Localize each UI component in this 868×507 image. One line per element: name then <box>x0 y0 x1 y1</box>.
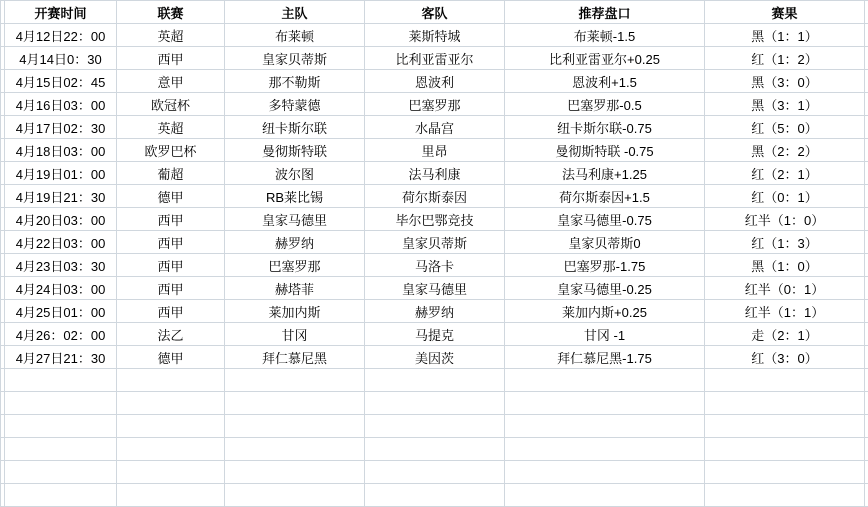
row-end-gutter <box>865 185 868 208</box>
cell-recommended-handicap[interactable]: 曼彻斯特联 -0.75 <box>505 139 705 162</box>
cell-empty[interactable] <box>5 392 117 415</box>
row-end-gutter <box>865 392 868 415</box>
cell-empty[interactable] <box>5 415 117 438</box>
row-end-gutter <box>865 1 868 24</box>
cell-empty[interactable] <box>505 392 705 415</box>
cell-league[interactable]: 欧冠杯 <box>117 93 225 116</box>
cell-kickoff-time[interactable]: 4月26：02：00 <box>5 323 117 346</box>
cell-home-team[interactable]: 赫罗纳 <box>225 231 365 254</box>
cell-away-team[interactable]: 马洛卡 <box>365 254 505 277</box>
cell-league[interactable]: 西甲 <box>117 277 225 300</box>
cell-kickoff-time[interactable]: 4月25日01：00 <box>5 300 117 323</box>
cell-league[interactable]: 德甲 <box>117 185 225 208</box>
cell-home-team[interactable]: 纽卡斯尔联 <box>225 116 365 139</box>
row-end-gutter <box>865 139 868 162</box>
cell-result[interactable]: 红半（1：0） <box>705 208 865 231</box>
row-end-gutter <box>865 231 868 254</box>
cell-kickoff-time[interactable]: 4月27日21：30 <box>5 346 117 369</box>
row-end-gutter <box>865 93 868 116</box>
cell-away-team[interactable]: 马提克 <box>365 323 505 346</box>
row-end-gutter <box>865 116 868 139</box>
cell-empty[interactable] <box>5 461 117 484</box>
cell-empty[interactable] <box>5 438 117 461</box>
cell-result[interactable]: 红（3：0） <box>705 346 865 369</box>
cell-away-team[interactable]: 比利亚雷亚尔 <box>365 47 505 70</box>
cell-empty[interactable] <box>225 484 365 507</box>
cell-away-team[interactable]: 皇家贝蒂斯 <box>365 231 505 254</box>
cell-recommended-handicap[interactable]: 恩波利+1.5 <box>505 70 705 93</box>
table-row-empty <box>1 484 868 507</box>
row-end-gutter <box>865 415 868 438</box>
row-end-gutter <box>865 461 868 484</box>
row-end-gutter <box>865 24 868 47</box>
cell-result[interactable]: 黑（2：2） <box>705 139 865 162</box>
cell-empty[interactable] <box>5 369 117 392</box>
cell-home-team[interactable]: 曼彻斯特联 <box>225 139 365 162</box>
cell-away-team[interactable]: 法马利康 <box>365 162 505 185</box>
cell-empty[interactable] <box>505 438 705 461</box>
column-header-league[interactable]: 联赛 <box>117 1 225 24</box>
cell-recommended-handicap[interactable]: 巴塞罗那-1.75 <box>505 254 705 277</box>
cell-away-team[interactable]: 荷尔斯泰因 <box>365 185 505 208</box>
cell-result[interactable]: 红（1：3） <box>705 231 865 254</box>
cell-away-team[interactable]: 莱斯特城 <box>365 24 505 47</box>
cell-empty[interactable] <box>705 369 865 392</box>
cell-recommended-handicap[interactable]: 皇家马德里-0.25 <box>505 277 705 300</box>
row-end-gutter <box>865 70 868 93</box>
column-header-home-team[interactable]: 主队 <box>225 1 365 24</box>
cell-league[interactable]: 意甲 <box>117 70 225 93</box>
cell-league[interactable]: 欧罗巴杯 <box>117 139 225 162</box>
row-end-gutter <box>865 438 868 461</box>
cell-kickoff-time[interactable]: 4月18日03：00 <box>5 139 117 162</box>
cell-result[interactable]: 红（0：1） <box>705 185 865 208</box>
cell-recommended-handicap[interactable]: 比利亚雷亚尔+0.25 <box>505 47 705 70</box>
table-row <box>1 24 868 47</box>
table-header-row <box>1 1 868 24</box>
row-end-gutter <box>865 300 868 323</box>
row-end-gutter <box>865 277 868 300</box>
cell-empty[interactable] <box>117 369 225 392</box>
cell-recommended-handicap[interactable]: 莱加内斯+0.25 <box>505 300 705 323</box>
column-header-recommended-handicap[interactable]: 推荐盘口 <box>505 1 705 24</box>
cell-recommended-handicap[interactable]: 法马利康+1.25 <box>505 162 705 185</box>
row-end-gutter <box>865 254 868 277</box>
cell-kickoff-time[interactable]: 4月22日03：00 <box>5 231 117 254</box>
cell-result[interactable]: 黑（1：0） <box>705 254 865 277</box>
cell-kickoff-time[interactable]: 4月19日01：00 <box>5 162 117 185</box>
cell-empty[interactable] <box>705 438 865 461</box>
cell-result[interactable]: 黑（3：0） <box>705 70 865 93</box>
cell-result[interactable]: 红（1：2） <box>705 47 865 70</box>
row-end-gutter <box>865 484 868 507</box>
cell-home-team[interactable]: 巴塞罗那 <box>225 254 365 277</box>
table-row <box>1 208 868 231</box>
cell-empty[interactable] <box>705 484 865 507</box>
cell-empty[interactable] <box>505 484 705 507</box>
table-row <box>1 47 868 70</box>
cell-empty[interactable] <box>117 415 225 438</box>
cell-kickoff-time[interactable]: 4月15日02：45 <box>5 70 117 93</box>
cell-empty[interactable] <box>505 369 705 392</box>
table-row-empty <box>1 392 868 415</box>
cell-home-team[interactable]: 皇家马德里 <box>225 208 365 231</box>
cell-away-team[interactable]: 美因茨 <box>365 346 505 369</box>
cell-kickoff-time[interactable]: 4月24日03：00 <box>5 277 117 300</box>
cell-recommended-handicap[interactable]: 荷尔斯泰因+1.5 <box>505 185 705 208</box>
table-row <box>1 254 868 277</box>
table-body <box>1 1 868 507</box>
table-row <box>1 346 868 369</box>
cell-empty[interactable] <box>365 415 505 438</box>
column-header-kickoff-time[interactable]: 开赛时间 <box>5 1 117 24</box>
cell-recommended-handicap[interactable]: 皇家马德里-0.75 <box>505 208 705 231</box>
cell-away-team[interactable]: 巴塞罗那 <box>365 93 505 116</box>
cell-result[interactable]: 红半（0：1） <box>705 277 865 300</box>
cell-result[interactable]: 黑（1：1） <box>705 24 865 47</box>
cell-away-team[interactable]: 里昂 <box>365 139 505 162</box>
cell-recommended-handicap[interactable]: 甘冈 -1 <box>505 323 705 346</box>
row-end-gutter <box>865 208 868 231</box>
cell-empty[interactable] <box>365 461 505 484</box>
cell-league[interactable]: 葡超 <box>117 162 225 185</box>
cell-league[interactable]: 西甲 <box>117 208 225 231</box>
cell-empty[interactable] <box>117 461 225 484</box>
cell-away-team[interactable]: 毕尔巴鄂竞技 <box>365 208 505 231</box>
cell-league[interactable]: 英超 <box>117 116 225 139</box>
cell-league[interactable]: 西甲 <box>117 300 225 323</box>
cell-kickoff-time[interactable]: 4月23日03：30 <box>5 254 117 277</box>
cell-recommended-handicap[interactable]: 皇家贝蒂斯0 <box>505 231 705 254</box>
cell-empty[interactable] <box>505 415 705 438</box>
table-row <box>1 323 868 346</box>
cell-result[interactable]: 红半（1：1） <box>705 300 865 323</box>
cell-kickoff-time[interactable]: 4月16日03：00 <box>5 93 117 116</box>
cell-empty[interactable] <box>117 438 225 461</box>
cell-empty[interactable] <box>705 392 865 415</box>
cell-home-team[interactable]: 布莱顿 <box>225 24 365 47</box>
row-end-gutter <box>865 369 868 392</box>
table-row <box>1 116 868 139</box>
cell-empty[interactable] <box>225 369 365 392</box>
cell-result[interactable]: 走（2：1） <box>705 323 865 346</box>
cell-empty[interactable] <box>5 484 117 507</box>
cell-empty[interactable] <box>365 392 505 415</box>
cell-away-team[interactable]: 皇家马德里 <box>365 277 505 300</box>
row-end-gutter <box>865 346 868 369</box>
table-row <box>1 300 868 323</box>
cell-kickoff-time[interactable]: 4月14日0：30 <box>5 47 117 70</box>
table-row-empty <box>1 438 868 461</box>
row-end-gutter <box>865 47 868 70</box>
cell-away-team[interactable]: 恩波利 <box>365 70 505 93</box>
table-row <box>1 277 868 300</box>
cell-result[interactable]: 红（2：1） <box>705 162 865 185</box>
cell-home-team[interactable]: 甘冈 <box>225 323 365 346</box>
table-row-empty <box>1 461 868 484</box>
cell-recommended-handicap[interactable]: 纽卡斯尔联-0.75 <box>505 116 705 139</box>
cell-kickoff-time[interactable]: 4月12日22：00 <box>5 24 117 47</box>
cell-empty[interactable] <box>365 369 505 392</box>
cell-home-team[interactable]: 莱加内斯 <box>225 300 365 323</box>
cell-empty[interactable] <box>225 461 365 484</box>
row-end-gutter <box>865 162 868 185</box>
table-row <box>1 93 868 116</box>
cell-recommended-handicap[interactable]: 巴塞罗那-0.5 <box>505 93 705 116</box>
cell-home-team[interactable]: 皇家贝蒂斯 <box>225 47 365 70</box>
cell-result[interactable]: 红（5：0） <box>705 116 865 139</box>
cell-league[interactable]: 法乙 <box>117 323 225 346</box>
column-header-result[interactable]: 赛果 <box>705 1 865 24</box>
cell-empty[interactable] <box>365 438 505 461</box>
cell-league[interactable]: 德甲 <box>117 346 225 369</box>
table-row <box>1 70 868 93</box>
cell-league[interactable]: 西甲 <box>117 47 225 70</box>
cell-league[interactable]: 英超 <box>117 24 225 47</box>
cell-result[interactable]: 黑（3：1） <box>705 93 865 116</box>
table-row <box>1 162 868 185</box>
cell-recommended-handicap[interactable]: 布莱顿-1.5 <box>505 24 705 47</box>
cell-home-team[interactable]: 波尔图 <box>225 162 365 185</box>
table-row-empty <box>1 415 868 438</box>
cell-empty[interactable] <box>705 415 865 438</box>
cell-away-team[interactable]: 水晶宫 <box>365 116 505 139</box>
cell-kickoff-time[interactable]: 4月19日21：30 <box>5 185 117 208</box>
cell-home-team[interactable]: 那不勒斯 <box>225 70 365 93</box>
column-header-away-team[interactable]: 客队 <box>365 1 505 24</box>
cell-kickoff-time[interactable]: 4月20日03：00 <box>5 208 117 231</box>
cell-empty[interactable] <box>365 484 505 507</box>
table-row <box>1 185 868 208</box>
cell-home-team[interactable]: 拜仁慕尼黑 <box>225 346 365 369</box>
row-end-gutter <box>865 323 868 346</box>
cell-league[interactable]: 西甲 <box>117 231 225 254</box>
cell-home-team[interactable]: 赫塔菲 <box>225 277 365 300</box>
cell-empty[interactable] <box>117 484 225 507</box>
cell-league[interactable]: 西甲 <box>117 254 225 277</box>
cell-empty[interactable] <box>705 461 865 484</box>
cell-empty[interactable] <box>225 392 365 415</box>
cell-home-team[interactable]: 多特蒙德 <box>225 93 365 116</box>
cell-empty[interactable] <box>225 415 365 438</box>
cell-empty[interactable] <box>505 461 705 484</box>
cell-home-team[interactable]: RB莱比锡 <box>225 185 365 208</box>
cell-empty[interactable] <box>117 392 225 415</box>
cell-recommended-handicap[interactable]: 拜仁慕尼黑-1.75 <box>505 346 705 369</box>
table-row <box>1 231 868 254</box>
cell-kickoff-time[interactable]: 4月17日02：30 <box>5 116 117 139</box>
table-row <box>1 139 868 162</box>
cell-away-team[interactable]: 赫罗纳 <box>365 300 505 323</box>
table-row-empty <box>1 369 868 392</box>
cell-empty[interactable] <box>225 438 365 461</box>
